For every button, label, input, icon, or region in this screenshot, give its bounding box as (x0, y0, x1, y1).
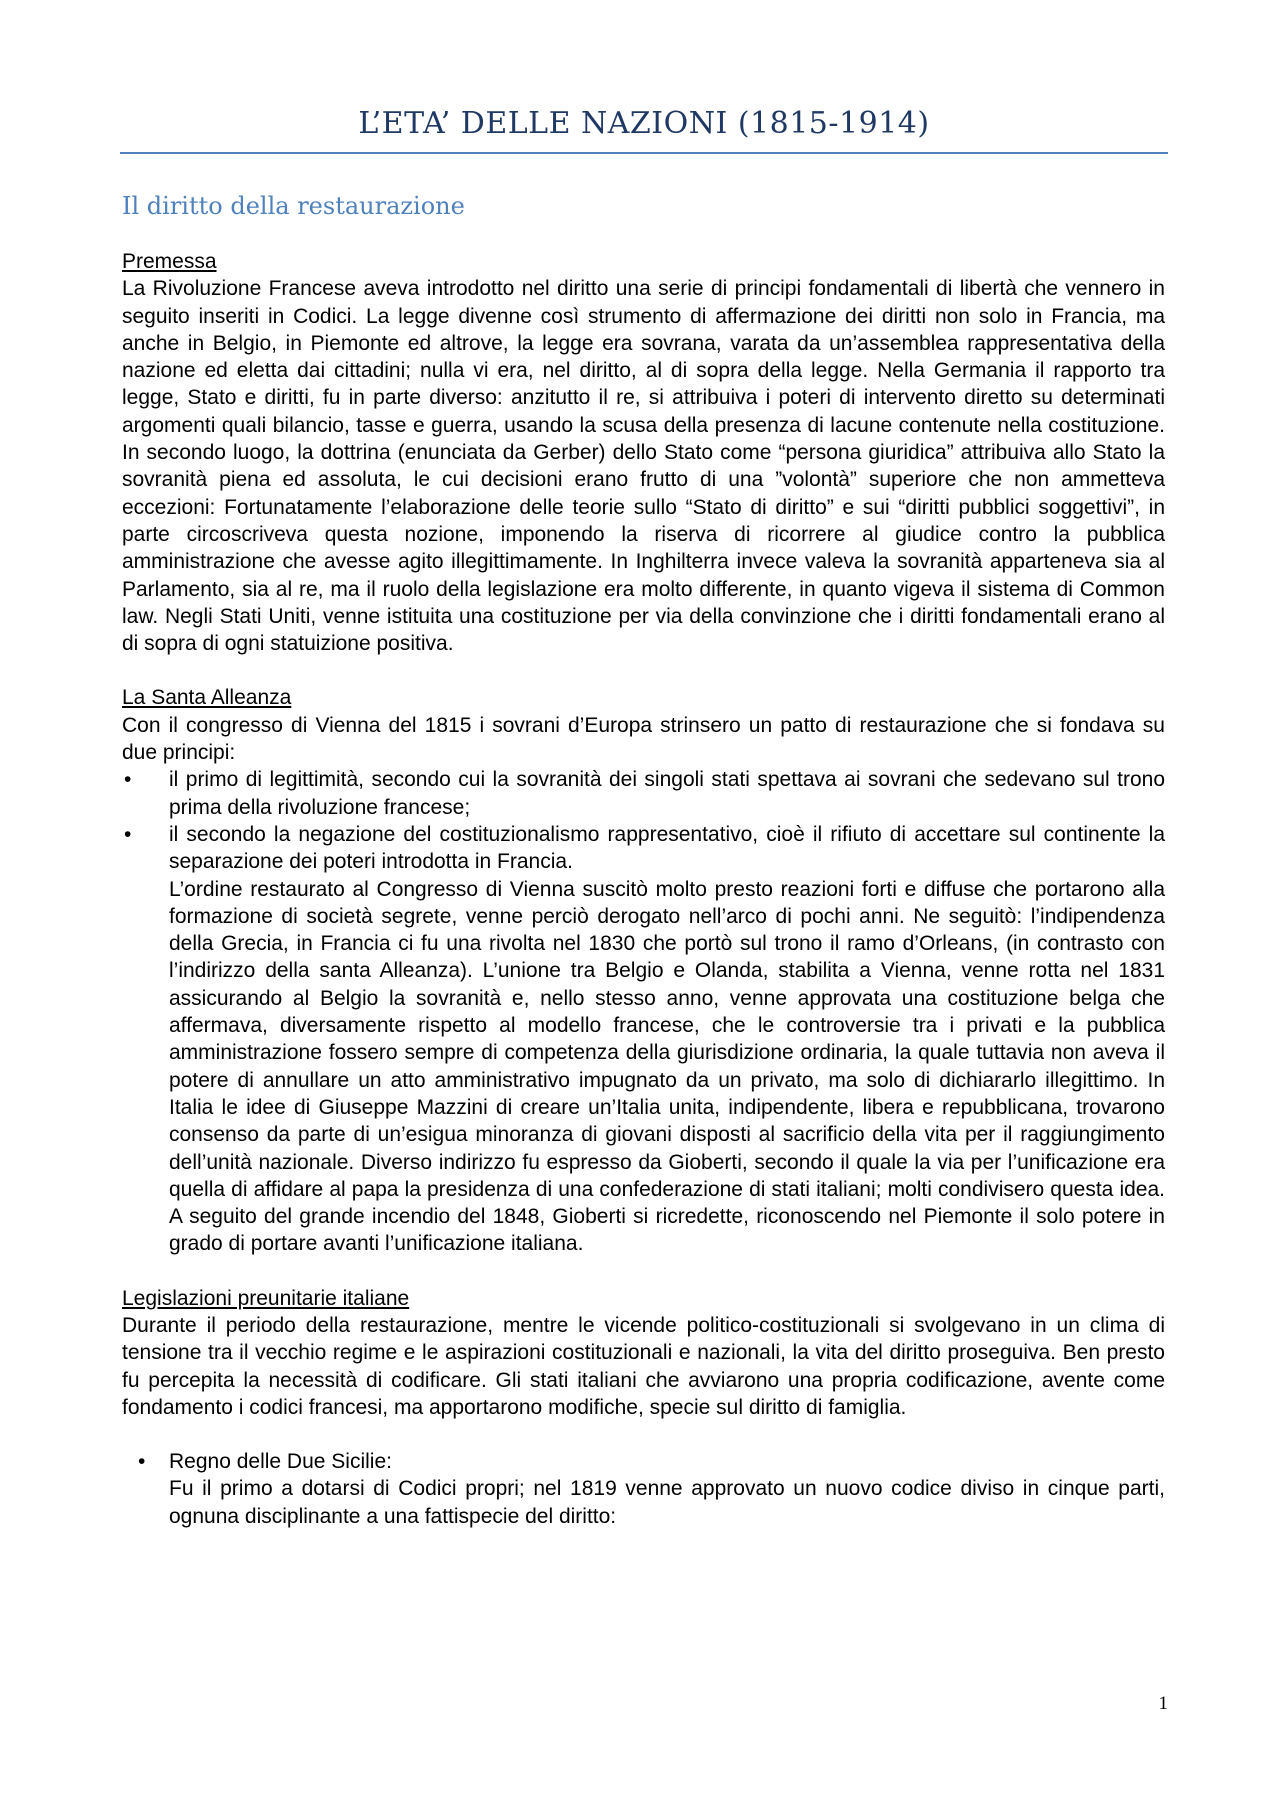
subheading-santa-alleanza: La Santa Alleanza (122, 686, 292, 710)
list-item-title: Regno delle Due Sicilie: (169, 1450, 392, 1474)
paragraph-premessa: La Rivoluzione Francese aveva introdotto nel diritto una serie di principi fondamentali di libertà che vennero in seguito inseriti in Codici. La legge divenne così strumento di affermazione dei diritti non solo in Francia, ma anche in Belgio, in Piemonte ed altrove, la legge era sovrana, varata da un’assemblea rappresentativa della nazione ed eletta dai cittadini; nulla vi era, nel diritto, al di sopra della legge. Nella Germania il rapporto tra legge, Stato e diritti, fu in parte diverso: anzitutto il re, si attribuiva i poteri di intervento diretto su determinati argomenti quali bilancio, tasse e guerra, usando la scusa della presenza di lacune contenute nella costituzione. In secondo luogo, la dottrina (enunciata da Gerber) dello Stato come “persona giuridica” attribuiva allo Stato la sovranità piena ed assoluta, le cui decisioni erano frutto di una ”volontà” superiore che non ammetteva eccezioni: Fortunatamente l’elaborazione delle teorie sullo “Stato di diritto” e sui “diritti pubblici soggettivi”, in parte circoscriveva questa nozione, imponendo la riserva di ricorrere al giudice contro la pubblica amministrazione che avesse agito illegittimamente. In Inghilterra invece valeva la sovranità apparteneva sia al Parlamento, sia al re, ma il ruolo della legislazione era molto differente, in quanto vigeva il sistema di Common law. Negli Stati Uniti, venne istituita una costituzione per via della convinzione che i diritti fondamentali erano al di sopra di ogni statuizione positiva. (122, 277, 1165, 656)
principles-list (122, 766, 1165, 1257)
subheading-legislazioni: Legislazioni preunitarie italiane (122, 1286, 410, 1310)
document-body (122, 248, 1165, 1530)
paragraph-gap (122, 657, 1165, 684)
list-item (122, 821, 1165, 1258)
title-underline (120, 152, 1168, 154)
paragraph-santa-alleanza-intro: Con il congresso di Vienna del 1815 i sovrani d’Europa strinsero un patto di restaurazione che si fondava su due principi: (122, 713, 1165, 765)
document-title: L’ETA’ DELLE NAZIONI (1815-1914) (358, 106, 930, 141)
list-item (122, 766, 1165, 821)
list-item (122, 1448, 1165, 1530)
list-item-text: Fu il primo a dotarsi di Codici propri; nel 1819 venne approvato un nuovo codice diviso in cinque parti, ognuna disciplinante a una fattispecie del diritto: (169, 1477, 1165, 1528)
paragraph-gap (122, 1421, 1165, 1448)
paragraph-santa-alleanza-continuation: L’ordine restaurato al Congresso di Vienna suscitò molto presto reazioni forti e diffuse che portarono alla formazione di società segrete, venne perciò derogato nell’arco di pochi anni. Ne seguitò: l’indipendenza della Grecia, in Francia ci fu una rivolta nel 1830 che portò sul trono il ramo d’Orleans, (in contrasto con l’indirizzo della santa Alleanza). L’unione tra Belgio e Olanda, stabilita a Vienna, venne rotta nel 1831 assicurando al Belgio la sovranità e, nello stesso anno, venne approvata una costituzione belga che affermava, diversamente rispetto al modello francese, che le controversie tra i privati e la pubblica amministrazione fossero sempre di competenza della giurisdizione ordinaria, la quale tuttavia non aveva il potere di annullare un atto amministrativo impugnato da un privato, ma solo di dichiararlo illegittimo. In Italia le idee di Giuseppe Mazzini di creare un’Italia unita, indipendente, libera e repubblicana, trovarono consenso da parte di un’esigua minoranza di giovani disposti al sacrificio della vita per il raggiungimento dell’unità nazionale. Diverso indirizzo fu espresso da Gioberti, secondo il quale la via per l’unificazione era quella di affidare al papa la presidenza di una confederazione di stati italiani; molti condivisero questa idea. A seguito del grande incendio del 1848, Gioberti si ricredette, riconoscendo nel Piemonte il solo potere in grado di portare avanti l’unificazione italiana. (169, 877, 1165, 1256)
states-list (122, 1448, 1165, 1530)
list-item-text: il secondo la negazione del costituzionalismo rappresentativo, cioè il rifiuto di accettare sul continente la separazione dei poteri introdotta in Francia. (169, 822, 1165, 874)
section-heading: Il diritto della restaurazione (122, 192, 465, 220)
page-number: 1 (1158, 1693, 1168, 1714)
paragraph-legislazioni: Durante il periodo della restaurazione, mentre le vicende politico-costituzionali si svolgevano in un clima di tensione tra il vecchio regime e le aspirazioni costituzionali e nazionali, la vita del diritto proseguiva. Ben presto fu percepita la necessità di codificare. Gli stati italiani che avviarono una propria codificazione, avente come fondamento i codici francesi, ma apportarono modifiche, specie sul diritto di famiglia. (122, 1313, 1165, 1419)
paragraph-gap (122, 1258, 1165, 1285)
list-item-text: il primo di legittimità, secondo cui la sovranità dei singoli stati spettava ai sovrani che sedevano sul trono prima della rivoluzione francese; (169, 768, 1165, 819)
subheading-premessa: Premessa (122, 250, 217, 273)
